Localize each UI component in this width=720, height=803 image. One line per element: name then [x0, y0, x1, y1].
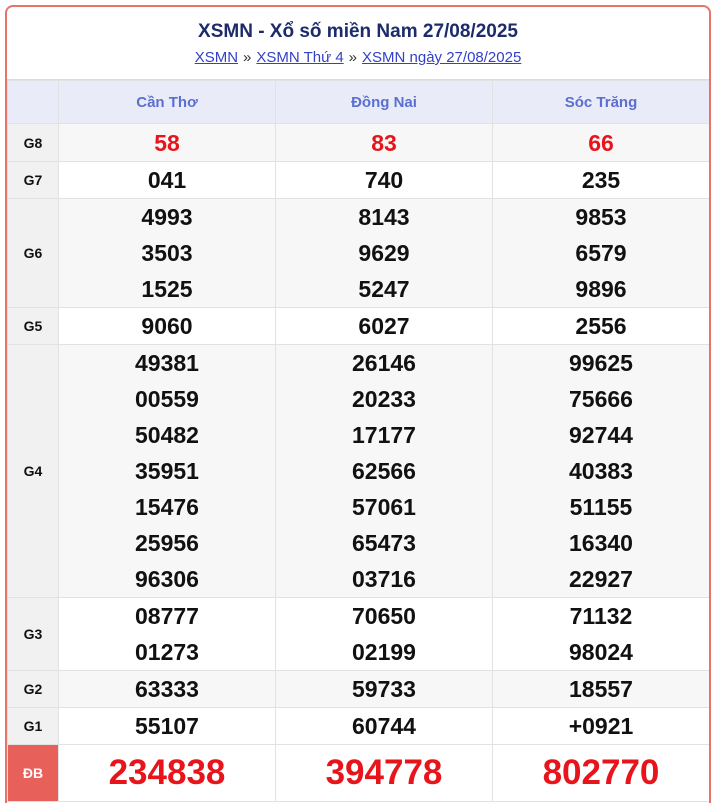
prize-cell-can-tho — [59, 598, 276, 671]
prize-number: 6027 — [358, 313, 410, 339]
prize-row — [8, 162, 710, 199]
prize-number: 99625 — [569, 350, 633, 376]
prize-cell-can-tho — [59, 308, 276, 345]
prize-number: 96306 — [135, 566, 199, 592]
prize-number: 20233 — [352, 386, 416, 412]
prize-number: 5247 — [358, 276, 410, 302]
prize-label: G8 — [8, 124, 59, 162]
prize-number: 59733 — [352, 676, 416, 702]
province-can-tho: Cần Thơ — [59, 81, 276, 124]
prize-number: 70650 — [352, 603, 416, 629]
prize-number: 50482 — [135, 422, 199, 448]
prize-number: 9629 — [358, 240, 410, 266]
prize-number: 03716 — [352, 566, 416, 592]
prize-cell-dong-nai — [276, 162, 493, 199]
prize-number: 394778 — [325, 753, 443, 792]
prize-number: 9896 — [575, 276, 627, 302]
prize-cell-soc-trang — [493, 199, 710, 308]
prize-cell-dong-nai — [276, 708, 493, 745]
breadcrumb-link-weekday[interactable]: XSMN Thứ 4 — [256, 49, 344, 66]
prize-cell-soc-trang — [493, 708, 710, 745]
prize-number: 235 — [581, 167, 621, 193]
prize-cell-dong-nai — [276, 199, 493, 308]
prize-number: 02199 — [352, 639, 416, 665]
corner-cell — [8, 81, 59, 124]
prize-row — [8, 124, 710, 162]
prize-cell-can-tho — [59, 124, 276, 162]
prize-number: 66 — [588, 129, 614, 156]
prize-row — [8, 708, 710, 745]
prize-number: 55107 — [135, 713, 199, 739]
prize-number: 65473 — [352, 530, 416, 556]
prize-cell-can-tho — [59, 345, 276, 598]
prize-rows — [8, 124, 710, 802]
prize-number: 51155 — [569, 494, 633, 520]
prize-cell-soc-trang — [493, 308, 710, 345]
prize-cell-soc-trang — [493, 345, 710, 598]
results-table — [7, 80, 710, 802]
prize-cell-can-tho — [59, 199, 276, 308]
prize-number: 01273 — [135, 639, 199, 665]
prize-number: 041 — [147, 167, 187, 193]
prize-number: 49381 — [135, 350, 199, 376]
page-title: XSMN - Xổ số miền Nam 27/08/2025 — [198, 21, 518, 42]
prize-number: 8143 — [358, 204, 410, 230]
prize-cell-can-tho — [59, 745, 276, 802]
prize-number: 234838 — [108, 753, 226, 792]
prize-number: 83 — [371, 129, 397, 156]
prize-number: 60744 — [352, 713, 416, 739]
prize-number: 9853 — [575, 204, 627, 230]
prize-cell-dong-nai — [276, 124, 493, 162]
prize-label: G2 — [8, 671, 59, 708]
prize-number: 00559 — [135, 386, 199, 412]
prize-cell-soc-trang — [493, 162, 710, 199]
prize-number: 1525 — [141, 276, 193, 302]
prize-number: 75666 — [569, 386, 633, 412]
prize-number: 26146 — [352, 350, 416, 376]
prize-cell-soc-trang — [493, 671, 710, 708]
breadcrumb-link-date[interactable]: XSMN ngày 27/08/2025 — [362, 49, 522, 66]
prize-label: G7 — [8, 162, 59, 199]
prize-number: 98024 — [569, 639, 633, 665]
prize-number: 40383 — [569, 458, 633, 484]
province-header-row — [8, 81, 710, 124]
results-header — [7, 7, 709, 80]
prize-label: ĐB — [8, 745, 59, 802]
breadcrumb-separator: » — [243, 49, 252, 66]
prize-cell-can-tho — [59, 671, 276, 708]
prize-row — [8, 345, 710, 598]
province-dong-nai: Đồng Nai — [276, 81, 493, 124]
prize-number: 25956 — [135, 530, 199, 556]
breadcrumb — [7, 49, 709, 67]
prize-number: 15476 — [135, 494, 199, 520]
province-soc-trang: Sóc Trăng — [493, 81, 710, 124]
prize-number: 71132 — [569, 603, 633, 629]
prize-number: 16340 — [569, 530, 633, 556]
prize-number: 57061 — [352, 494, 416, 520]
prize-cell-dong-nai — [276, 598, 493, 671]
prize-label: G4 — [8, 345, 59, 598]
prize-number: 9060 — [141, 313, 193, 339]
results-panel — [5, 5, 711, 803]
prize-row — [8, 199, 710, 308]
breadcrumb-link-xsmn[interactable]: XSMN — [194, 49, 239, 66]
breadcrumb-separator: » — [348, 49, 358, 66]
prize-number: 2556 — [575, 313, 627, 339]
prize-cell-can-tho — [59, 708, 276, 745]
prize-number: 740 — [364, 167, 404, 193]
prize-number: 62566 — [352, 458, 416, 484]
prize-row — [8, 671, 710, 708]
prize-number: 92744 — [569, 422, 633, 448]
prize-row — [8, 598, 710, 671]
prize-number: 58 — [154, 129, 180, 156]
prize-number: 08777 — [135, 603, 199, 629]
prize-cell-dong-nai — [276, 308, 493, 345]
prize-label: G6 — [8, 199, 59, 308]
prize-cell-dong-nai — [276, 345, 493, 598]
prize-cell-soc-trang — [493, 124, 710, 162]
prize-cell-dong-nai — [276, 671, 493, 708]
prize-number: 18557 — [569, 676, 633, 702]
prize-number: 802770 — [542, 753, 660, 792]
prize-label: G3 — [8, 598, 59, 671]
prize-cell-dong-nai — [276, 745, 493, 802]
prize-number: 4993 — [141, 204, 193, 230]
prize-number: 22927 — [569, 566, 633, 592]
prize-cell-soc-trang — [493, 745, 710, 802]
prize-label: G5 — [8, 308, 59, 345]
prize-cell-soc-trang — [493, 598, 710, 671]
prize-number: 6579 — [575, 240, 627, 266]
prize-number: +0921 — [568, 713, 634, 739]
prize-number: 3503 — [141, 240, 193, 266]
prize-row — [8, 745, 710, 802]
prize-number: 63333 — [135, 676, 199, 702]
prize-number: 35951 — [135, 458, 199, 484]
prize-label: G1 — [8, 708, 59, 745]
prize-number: 17177 — [352, 422, 416, 448]
prize-cell-can-tho — [59, 162, 276, 199]
prize-row — [8, 308, 710, 345]
